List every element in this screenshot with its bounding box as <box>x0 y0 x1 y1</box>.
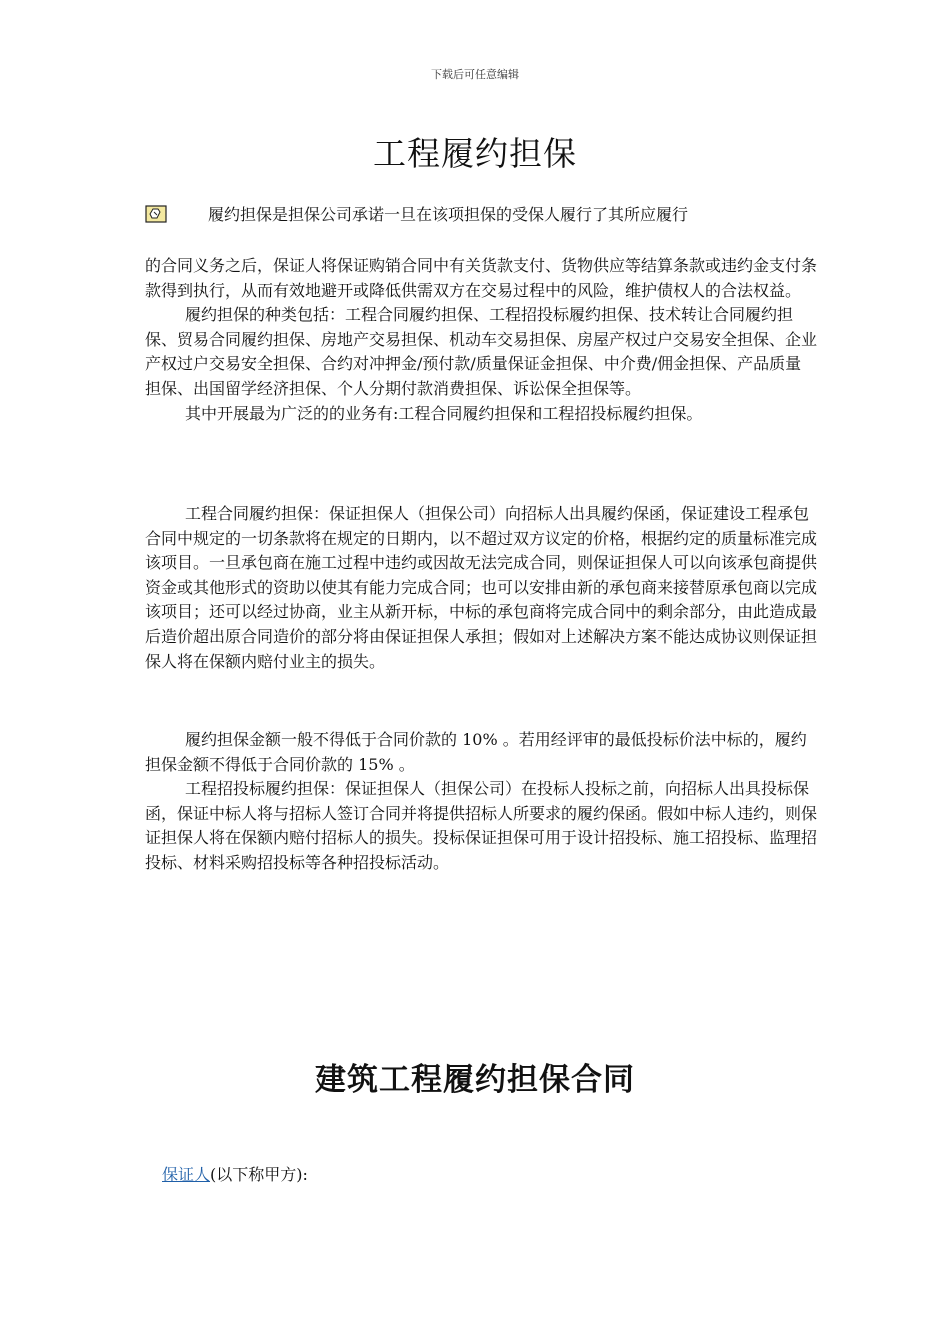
paragraph-main-business: 其中开展最为广泛的的业务有:工程合同履约担保和工程招投标履约担保。 <box>185 403 703 423</box>
paragraph-1-continued: 的合同义务之后，保证人将保证购销合同中有关货款支付、货物供应等结算条款或违约金支付条款得到执行，从而有效地避开或降低供需双方在交易过程中的风险，维护债权人的合法权益。 <box>145 256 818 300</box>
header-note: 下载后可任意编辑 <box>431 68 519 81</box>
page-title: 工程履约担保 <box>373 134 577 173</box>
guarantor-line <box>162 1164 308 1186</box>
paragraph-guarantee-amount: 履约担保金额一般不得低于合同价款的 10% 。若用经评审的最低投标价法中标的，履约担保金额不得低于合同价款的 15% 。 <box>145 730 807 774</box>
paragraph-group-3 <box>145 728 817 876</box>
contract-title: 建筑工程履约担保合同 <box>315 1062 635 1098</box>
document-icon[interactable] <box>145 205 167 223</box>
intro-row <box>145 204 815 230</box>
paragraph-contract-guarantee: 工程合同履约担保：保证担保人（担保公司）向招标人出具履约保函，保证建设工程承包合同中规定的一切条款将在规定的日期内，以不超过双方议定的价格，根据约定的质量标准完成该项目。一旦承包商在施工过程中违约或因故无法完成合同，则保证担保人可以向该承包商提供资金或其他形式的资助以使其有能力完成合同；也可以安排由新的承包商来接替原承包商以完成该项目；还可以经过协商，业主从新开标，中标的承包商将完成合同中的剩余部分，由此造成最后造价超出原合同造价的部分将由保证担保人承担；假如对上述解决方案不能达成协议则保证担保人将在保额内赔付业主的损失。 <box>145 504 818 671</box>
paragraph-guarantee-types: 履约担保的种类包括：工程合同履约担保、工程招投标履约担保、技术转让合同履约担保、贸易合同履约担保、房地产交易担保、机动车交易担保、房屋产权过户交易安全担保、企业产权过户交易安全担保、合约对冲押金/预付款/质量保证金担保、中介费/佣金担保、产品质量担保、出国留学经济担保、个人分期付款消费担保、诉讼保全担保等。 <box>145 305 818 398</box>
paragraph-bid-guarantee: 工程招投标履约担保：保证担保人（担保公司）在投标人投标之前，向招标人出具投标保函，保证中标人将与招标人签订合同并将提供招标人所要求的履约保函。假如中标人违约，则保证担保人将在保额内赔付招标人的损失。投标保证担保可用于设计招投标、施工招投标、监理招投标、材料采购招投标等各种招投标活动。 <box>145 779 818 872</box>
guarantor-link[interactable]: 保证人 <box>162 1165 211 1184</box>
intro-first-line: 履约担保是担保公司承诺一旦在该项担保的受保人履行了其所应履行 <box>208 205 689 224</box>
paragraph-group-1 <box>145 254 817 426</box>
paragraph-group-2 <box>145 502 817 674</box>
guarantor-suffix: (以下称甲方): <box>210 1165 308 1184</box>
